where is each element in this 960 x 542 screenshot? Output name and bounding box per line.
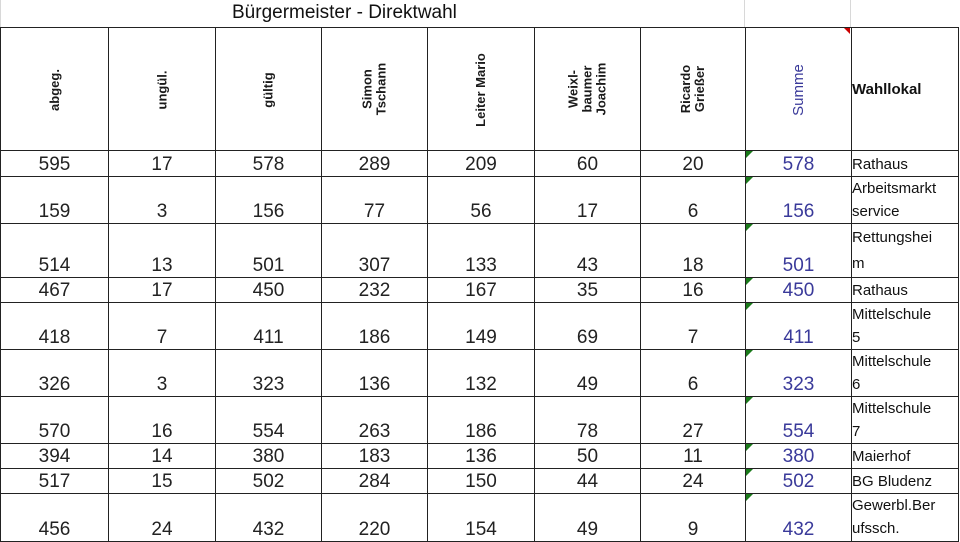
cell-wahllokal[interactable] (852, 303, 959, 350)
cell-value-line1: Mittelschule (852, 353, 932, 370)
formula-indicator (746, 350, 753, 357)
header-label: gültig (260, 71, 276, 108)
cell-value: 380 (782, 446, 815, 467)
gridline (744, 0, 746, 27)
cell-tschann[interactable]: 289 (322, 151, 428, 177)
cell-summe[interactable] (746, 177, 852, 224)
table-row (1, 224, 959, 278)
header-label: Leiter Mario (473, 52, 488, 127)
results-table (0, 27, 959, 542)
cell-wahllokal[interactable] (852, 469, 959, 494)
cell-abgeg[interactable]: 570 (1, 397, 109, 444)
header-summe[interactable] (746, 28, 852, 151)
cell-weixlbaumer[interactable]: 60 (535, 151, 641, 177)
cell-ungueltig[interactable]: 24 (109, 494, 216, 542)
cell-griesser[interactable]: 6 (641, 350, 746, 397)
cell-tschann[interactable]: 284 (322, 469, 428, 494)
header-row (1, 28, 959, 151)
cell-leiter[interactable]: 150 (428, 469, 535, 494)
cell-summe[interactable] (746, 444, 852, 469)
cell-leiter[interactable]: 209 (428, 151, 535, 177)
formula-indicator (746, 444, 753, 451)
header-wahllokal[interactable]: Wahllokal (852, 28, 959, 151)
cell-gueltig[interactable]: 450 (216, 278, 322, 303)
cell-tschann[interactable]: 186 (322, 303, 428, 350)
header-ungueltig[interactable] (109, 28, 216, 151)
table-row (1, 397, 959, 444)
cell-value-line1: Gewerbl.Ber (852, 497, 936, 514)
header-label: Joachim (593, 62, 609, 116)
cell-ungueltig[interactable]: 7 (109, 303, 216, 350)
cell-gueltig[interactable]: 323 (216, 350, 322, 397)
cell-value-line1: Mittelschule (852, 306, 932, 323)
cell-tschann[interactable]: 136 (322, 350, 428, 397)
cell-wahllokal[interactable] (852, 151, 959, 177)
table-row (1, 151, 959, 177)
table-row (1, 494, 959, 542)
cell-value-line2: 6 (852, 376, 861, 393)
cell-abgeg[interactable]: 517 (1, 469, 109, 494)
cell-ungueltig[interactable]: 14 (109, 444, 216, 469)
cell-griesser[interactable]: 24 (641, 469, 746, 494)
header-griesser[interactable] (641, 28, 746, 151)
header-label: abgeg. (46, 68, 62, 111)
gridline (850, 0, 852, 27)
cell-weixlbaumer[interactable]: 78 (535, 397, 641, 444)
cell-wahllokal[interactable] (852, 444, 959, 469)
cell-tschann[interactable]: 77 (322, 177, 428, 224)
cell-wahllokal[interactable] (852, 494, 959, 542)
cell-value: 323 (782, 374, 815, 395)
cell-abgeg[interactable]: 418 (1, 303, 109, 350)
cell-summe[interactable] (746, 303, 852, 350)
cell-abgeg[interactable]: 456 (1, 494, 109, 542)
cell-weixlbaumer[interactable]: 35 (535, 278, 641, 303)
cell-abgeg[interactable]: 467 (1, 278, 109, 303)
cell-value-line1: Arbeitsmarkt (852, 180, 937, 197)
cell-griesser[interactable]: 9 (641, 494, 746, 542)
cell-abgeg[interactable]: 595 (1, 151, 109, 177)
cell-wahllokal[interactable] (852, 224, 959, 278)
header-leiter[interactable] (428, 28, 535, 151)
cell-summe[interactable] (746, 469, 852, 494)
cell-griesser[interactable]: 20 (641, 151, 746, 177)
table-row (1, 177, 959, 224)
formula-indicator (746, 303, 753, 310)
cell-abgeg[interactable]: 514 (1, 224, 109, 278)
cell-griesser[interactable]: 27 (641, 397, 746, 444)
cell-ungueltig[interactable]: 3 (109, 177, 216, 224)
cell-ungueltig[interactable]: 16 (109, 397, 216, 444)
cell-value: 502 (782, 471, 815, 492)
formula-indicator (746, 278, 753, 285)
cell-abgeg[interactable]: 394 (1, 444, 109, 469)
table-row (1, 278, 959, 303)
formula-indicator (746, 177, 753, 184)
cell-gueltig[interactable]: 501 (216, 224, 322, 278)
cell-abgeg[interactable]: 326 (1, 350, 109, 397)
formula-indicator (746, 397, 753, 404)
header-label: Tschann (373, 62, 389, 116)
header-label: Ricardo (678, 64, 693, 114)
cell-weixlbaumer[interactable]: 43 (535, 224, 641, 278)
cell-summe[interactable] (746, 224, 852, 278)
cell-ungueltig[interactable]: 13 (109, 224, 216, 278)
header-label: Grießer (692, 65, 707, 113)
formula-indicator (746, 469, 753, 476)
cell-weixlbaumer[interactable]: 49 (535, 350, 641, 397)
cell-ungueltig[interactable]: 17 (109, 278, 216, 303)
header-label: baumer (579, 65, 595, 113)
cell-leiter[interactable]: 132 (428, 350, 535, 397)
cell-gueltig[interactable]: 380 (216, 444, 322, 469)
cell-ungueltig[interactable]: 15 (109, 469, 216, 494)
cell-value: Rathaus (852, 156, 908, 173)
cell-leiter[interactable]: 149 (428, 303, 535, 350)
cell-value: 578 (782, 154, 815, 175)
cell-leiter[interactable]: 56 (428, 177, 535, 224)
cell-summe[interactable] (746, 397, 852, 444)
cell-tschann[interactable]: 263 (322, 397, 428, 444)
cell-gueltig[interactable]: 502 (216, 469, 322, 494)
cell-tschann[interactable]: 220 (322, 494, 428, 542)
formula-indicator (746, 224, 753, 231)
cell-summe[interactable] (746, 151, 852, 177)
cell-weixlbaumer[interactable]: 44 (535, 469, 641, 494)
cell-value-line2: service (852, 203, 900, 220)
cell-gueltig[interactable]: 156 (216, 177, 322, 224)
header-label: Weixl- (565, 69, 581, 109)
cell-griesser[interactable]: 18 (641, 224, 746, 278)
header-weixlbaumer[interactable] (535, 28, 641, 151)
cell-value: Rathaus (852, 282, 908, 299)
cell-value: 432 (782, 519, 815, 540)
cell-leiter[interactable]: 186 (428, 397, 535, 444)
cell-summe[interactable] (746, 278, 852, 303)
cell-value: 156 (782, 201, 815, 222)
cell-value-line1: Mittelschule (852, 400, 932, 417)
cell-value: 450 (782, 280, 815, 301)
cell-leiter[interactable]: 133 (428, 224, 535, 278)
cell-weixlbaumer[interactable]: 69 (535, 303, 641, 350)
cell-tschann[interactable]: 183 (322, 444, 428, 469)
cell-gueltig[interactable]: 554 (216, 397, 322, 444)
cell-weixlbaumer[interactable]: 17 (535, 177, 641, 224)
cell-griesser[interactable]: 7 (641, 303, 746, 350)
cell-value: 501 (782, 255, 815, 276)
formula-indicator (746, 494, 753, 501)
cell-ungueltig[interactable]: 17 (109, 151, 216, 177)
table-row (1, 469, 959, 494)
header-label: ungül. (154, 70, 169, 109)
cell-value-line1: Rettungshei (852, 229, 933, 246)
header-label: Summe (789, 63, 807, 116)
cell-griesser[interactable]: 6 (641, 177, 746, 224)
cell-value-line2: m (852, 255, 865, 272)
cell-weixlbaumer[interactable]: 49 (535, 494, 641, 542)
cell-gueltig[interactable]: 432 (216, 494, 322, 542)
header-label: Simon (359, 69, 375, 109)
cell-griesser[interactable]: 11 (641, 444, 746, 469)
cell-value: 554 (782, 421, 815, 442)
cell-summe[interactable] (746, 350, 852, 397)
cell-wahllokal[interactable] (852, 397, 959, 444)
cell-value-line2: 5 (852, 329, 861, 346)
table-row (1, 444, 959, 469)
cell-value: 411 (783, 327, 814, 348)
formula-indicator (746, 151, 753, 158)
cell-value: BG Bludenz (852, 473, 933, 490)
cell-tschann[interactable]: 307 (322, 224, 428, 278)
cell-griesser[interactable]: 16 (641, 278, 746, 303)
cell-wahllokal[interactable] (852, 177, 959, 224)
cell-tschann[interactable]: 232 (322, 278, 428, 303)
cell-ungueltig[interactable]: 3 (109, 350, 216, 397)
cell-wahllokal[interactable] (852, 350, 959, 397)
cell-leiter[interactable]: 154 (428, 494, 535, 542)
cell-abgeg[interactable]: 159 (1, 177, 109, 224)
cell-value: Maierhof (852, 448, 911, 465)
cell-value-line2: ufssch. (852, 520, 900, 537)
sheet-title[interactable]: Bürgermeister - Direktwahl (232, 2, 457, 23)
table-row (1, 350, 959, 397)
cell-wahllokal[interactable] (852, 278, 959, 303)
cell-value-line2: 7 (852, 423, 861, 440)
title-row (0, 0, 960, 27)
cell-gueltig[interactable]: 578 (216, 151, 322, 177)
table-row (1, 303, 959, 350)
cell-leiter[interactable]: 167 (428, 278, 535, 303)
header-gueltig[interactable] (216, 28, 322, 151)
header-tschann[interactable] (322, 28, 428, 151)
cell-weixlbaumer[interactable]: 50 (535, 444, 641, 469)
cell-leiter[interactable]: 136 (428, 444, 535, 469)
cell-gueltig[interactable]: 411 (216, 303, 322, 350)
gridline (0, 0, 2, 27)
header-abgeg[interactable] (1, 28, 109, 151)
cell-summe[interactable] (746, 494, 852, 542)
